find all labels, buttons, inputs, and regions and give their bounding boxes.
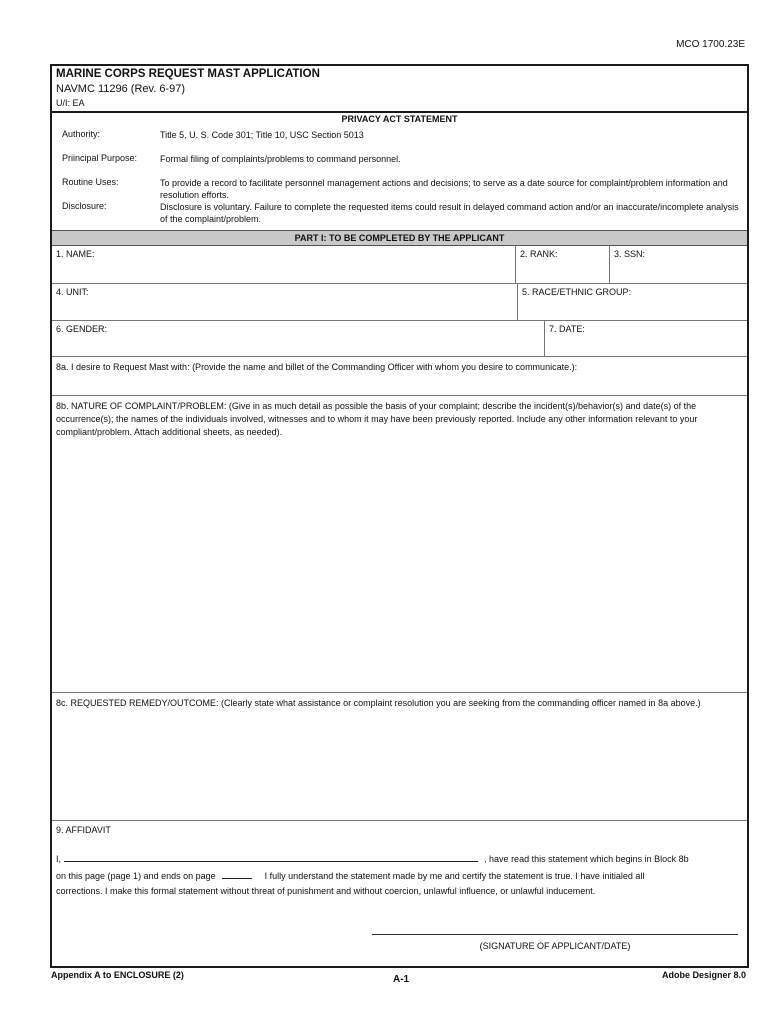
- document-reference: MCO 1700.23E: [676, 39, 745, 50]
- race-ethnic-group-label: 5. RACE/ETHNIC GROUP:: [522, 287, 632, 297]
- unit-label: 4. UNIT:: [56, 287, 89, 297]
- block-8a-request-mast-with[interactable]: [52, 357, 747, 396]
- affidavit-title: 9. AFFIDAVIT: [56, 825, 111, 835]
- ends-on-page-blank[interactable]: [222, 869, 252, 879]
- block-8c-requested-remedy[interactable]: [52, 693, 747, 821]
- privacy-act-title: PRIVACY ACT STATEMENT: [341, 114, 458, 124]
- name-field[interactable]: [52, 246, 515, 283]
- affidavit-line1-suffix: , have read this statement which begins in Block 8b: [484, 854, 689, 864]
- name-label: 1. NAME:: [56, 249, 95, 259]
- gender-field[interactable]: [52, 321, 544, 356]
- affidavit-line-2: [56, 869, 744, 881]
- footer-appendix: Appendix A to ENCLOSURE (2): [51, 970, 184, 980]
- row-unit-race: [52, 284, 747, 321]
- date-label: 7. DATE:: [549, 324, 585, 334]
- date-field[interactable]: [544, 321, 747, 356]
- form-title: MARINE CORPS REQUEST MAST APPLICATION: [56, 68, 320, 80]
- ssn-field[interactable]: [609, 246, 747, 283]
- block-8b-nature-of-complaint[interactable]: [52, 396, 747, 693]
- signature-line[interactable]: [372, 934, 738, 935]
- unit-field[interactable]: [52, 284, 517, 320]
- footer-software: Adobe Designer 8.0: [661, 970, 746, 980]
- affidavit-line-1: [56, 852, 744, 864]
- rank-label: 2. RANK:: [520, 249, 558, 259]
- affidavit-i-prefix: I,: [56, 854, 62, 864]
- rank-field[interactable]: [515, 246, 609, 283]
- gender-label: 6. GENDER:: [56, 324, 108, 334]
- request-mast-form: [50, 64, 749, 968]
- unit-of-issue: U/I: EA: [56, 98, 85, 108]
- affidavit-line2-prefix: on this page (page 1) and ends on page: [56, 871, 216, 881]
- signature-label: (SIGNATURE OF APPLICANT/DATE): [479, 941, 631, 951]
- part1-header: PART I: TO BE COMPLETED BY THE APPLICANT: [52, 230, 747, 246]
- row-gender-date: [52, 321, 747, 357]
- routine-uses-label: Routine Uses:: [62, 177, 119, 187]
- race-ethnic-group-field[interactable]: [517, 284, 747, 320]
- affidavit-line2-suffix: I fully understand the statement made by me and certify the statement is true. I have initialed all: [264, 871, 645, 881]
- applicant-name-blank[interactable]: [64, 852, 478, 862]
- form-header: [52, 66, 747, 113]
- footer-page-number: A-1: [393, 974, 410, 985]
- principal-purpose-text: Formal filing of complaints/problems to command personnel.: [160, 154, 401, 164]
- ssn-label: 3. SSN:: [614, 249, 646, 259]
- block-8c-label: 8c. REQUESTED REMEDY/OUTCOME: (Clearly state what assistance or complaint resolution you are seeking from the commanding officer named in 8a above.): [56, 698, 701, 708]
- authority-label: Authority:: [62, 129, 101, 139]
- privacy-act-statement: [52, 113, 747, 230]
- form-number: NAVMC 11296 (Rev. 6-97): [56, 83, 185, 95]
- authority-text: Title 5, U. S. Code 301; Title 10, USC Section 5013: [160, 130, 364, 140]
- disclosure-label: Disclosure:: [62, 201, 107, 211]
- routine-uses-text: To provide a record to facilitate personnel management actions and decisions; to serve as a date source for complaint/problem information and resolution efforts.: [160, 178, 728, 200]
- disclosure-text: Disclosure is voluntary. Failure to complete the requested items could result in delayed command action and/or an inaccurate/incomplete analysis of the complaint/problem.: [160, 202, 739, 224]
- block-8b-label: 8b. NATURE OF COMPLAINT/PROBLEM: (Give in as much detail as possible the basis of your complaint; describe the incident(s)/behavior(s) and date(s) of the occurrence(s); the names of the individuals involved, witnesses and to whom it may have been previously reported. Include any other information relevant to your compliant/problem. Attach additional sheets, as needed).: [56, 401, 698, 437]
- block-8a-label: 8a. I desire to Request Mast with: (Provide the name and billet of the Commanding Officer with whom you desire to communicate.):: [56, 362, 578, 372]
- row-name-rank-ssn: [52, 246, 747, 284]
- affidavit-line-3: corrections. I make this formal statement without threat of punishment and without coercion, unlawful influence, or unlawful inducement.: [56, 886, 596, 896]
- principal-purpose-label: Priincipal Purpose:: [62, 153, 138, 163]
